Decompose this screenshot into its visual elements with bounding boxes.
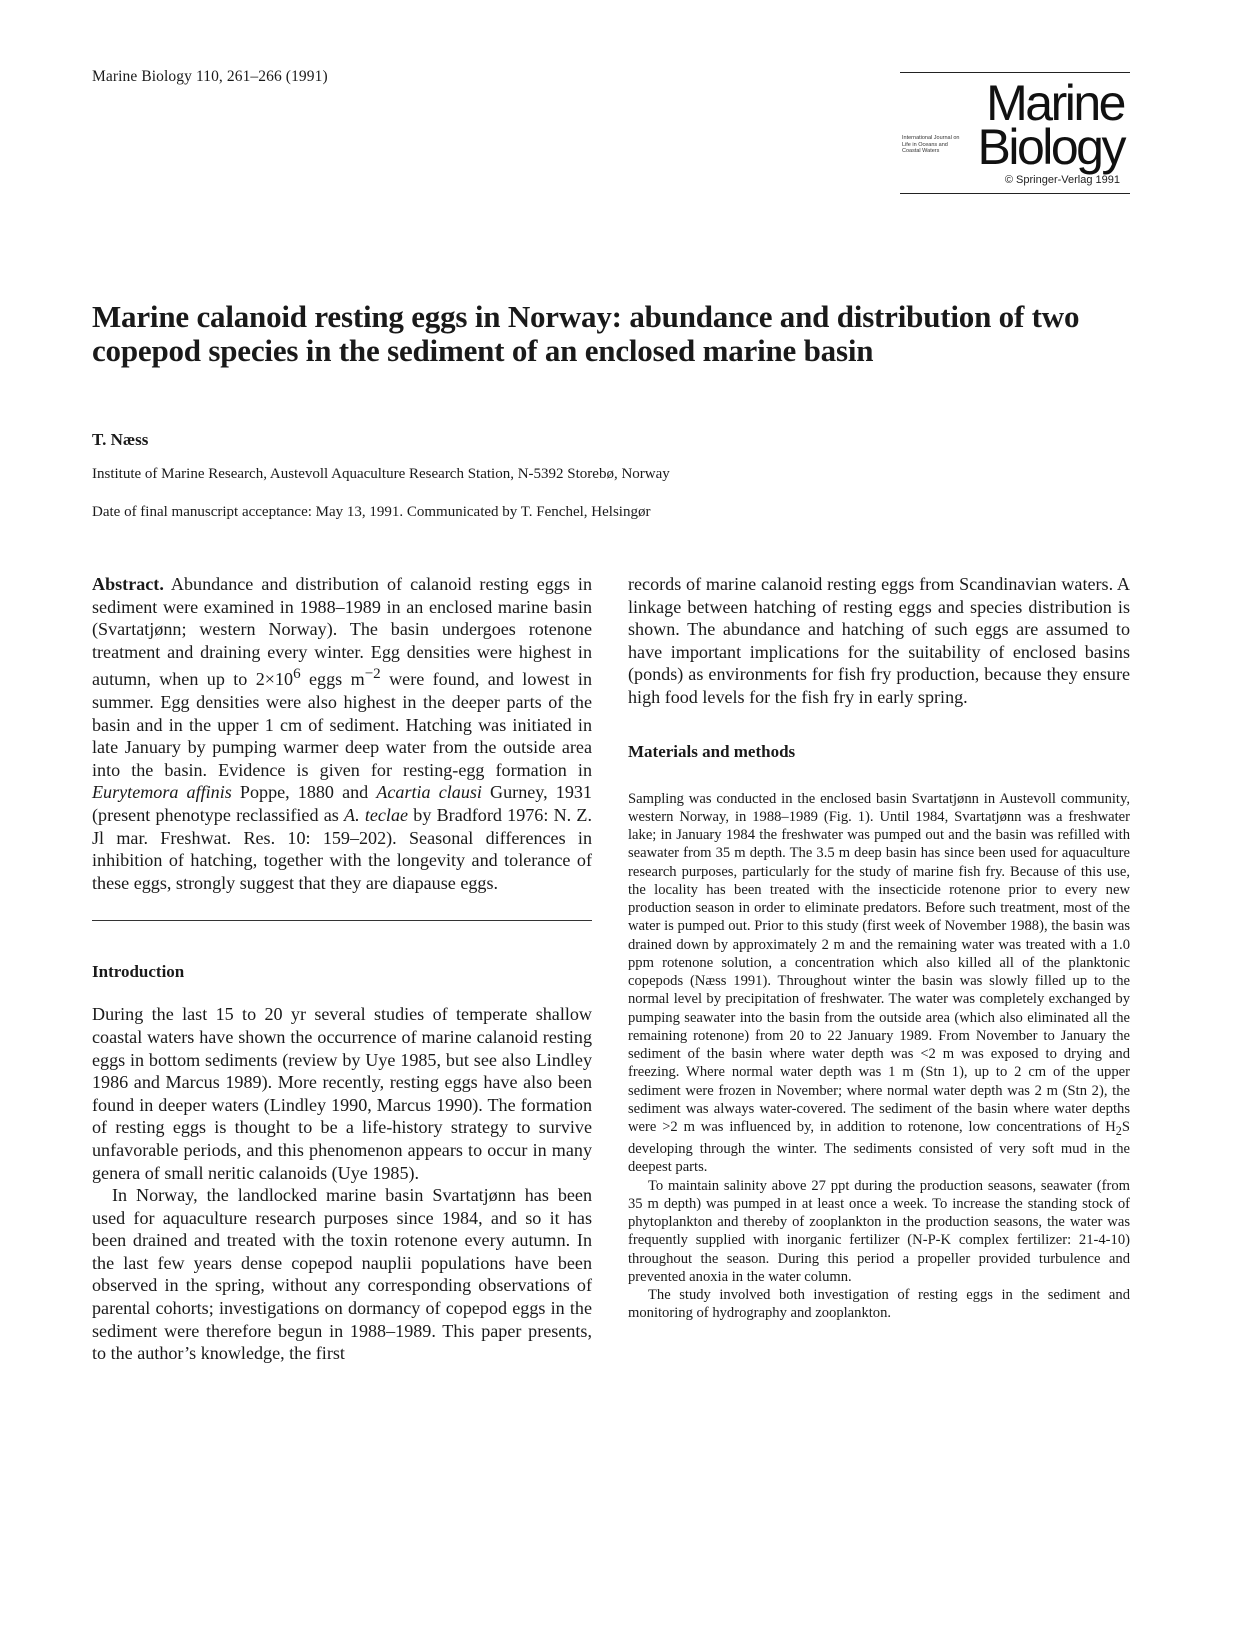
methods-paragraph: Sampling was conducted in the enclosed basin Svartatjønn in Austevoll community, western Norway, in 1988–1989 (Fig. 1). Until 1984, Svartatjønn was a freshwater lake; in January 1984 the freshwater was pumped out and the basin was refilled with seawater from 35 m depth. The 3.5 m deep basin has since been used for aquaculture research purposes, particularly for the study of marine fish fry. Because of this use, the locality has been treated with the insecticide rotenone prior to every new production season in order to eliminate predators. Before such treatment, most of the water is pumped out. Prior to this study (first week of November 1988), the basin was drained down by approximately 2 m and the remaining water was treated with a 1.0 ppm rotenone solution, a concentration which also killed all of the planktonic copepods (Næss 1991). Throughout winter the basin was slowly filled up to the normal level by precipitation of freshwater. The water was completely exchanged by pumping seawater into the basin from the outside area (which also eliminated all the remaining rotenone) from 20 to 22 January 1989. From November to January the sediment of the basin where water depth was <2 m was exposed to drying and freezing. Where normal water depth was 1 m (Stn 1), up to 2 cm of the upper sediment were frozen in November; where normal water depth was 2 m (Stn 2), the sediment was always water-covered. The sediment of the basin where water depths were >2 m was influenced by, in addition to rotenone, low concentrations of $H_2S$ developing through the winter. The sediments consisted of very soft mud in the deepest parts. (628, 790, 1130, 1176)
right-column (628, 573, 1130, 1323)
logo-tagline: International Journal on Life in Oceans and Coastal Waters (902, 135, 960, 154)
methods-heading: Materials and methods (628, 741, 796, 761)
affiliation: Institute of Marine Research, Austevoll Aquaculture Research Station, N-5392 Storebø, Norway (92, 466, 670, 482)
introduction-paragraph: During the last 15 to 20 yr several studies of temperate shallow coastal waters have shown the occurrence of marine calanoid resting eggs in bottom sediments (review by Uye 1985, but see also Lindley 1986 and Marcus 1989). More recently, resting eggs have also been found in deeper waters (Lindley 1990, Marcus 1990). The formation of resting eggs is thought to be a life-history strategy to survive unfavorable periods, and this phenomenon appears to occur in many genera of small neritic calanoids (Uye 1985). (92, 1004, 592, 1183)
species-name: Acartia clausi (376, 782, 482, 803)
methods-paragraph: The study involved both investigation of resting eggs in the sediment and monitoring of hydrography and zooplankton. (628, 1287, 1130, 1322)
section-divider (92, 920, 592, 921)
article-title: Marine calanoid resting eggs in Norway: abundance and distribution of two copepod species in the sediment of an enclosed marine basin (92, 299, 1080, 368)
left-column (92, 573, 592, 1365)
logo-word-marine: Marine (986, 75, 1124, 131)
introduction-paragraph-continued: records of marine calanoid resting eggs from Scandinavian waters. A linkage between hatching of resting eggs and species distribution is shown. The abundance and hatching of such eggs are assumed to have important implications for the suitability of enclosed basins (ponds) as environments for fish fry production, because they ensure high food levels for the fish fry in early spring. (628, 574, 1130, 707)
introduction-heading: Introduction (92, 962, 185, 982)
logo-word-biology: Biology (977, 119, 1124, 175)
species-name: Eurytemora affinis (92, 782, 232, 803)
logo-rule-top (900, 72, 1130, 73)
species-name: A. teclae (344, 804, 409, 825)
abstract: Abstract. Abundance and distribution of calanoid resting eggs in sediment were examined in 1988–1989 in an enclosed marine basin (Svartatjønn; western Norway). The basin undergoes rotenone treatment and draining every winter. Egg densities were highest in autumn, when up to $2\times 10^6$ eggs $m^{-2}$ were found, and lowest in summer. Egg densities were also highest in the deeper parts of the basin and in the upper 1 cm of sediment. Hatching was initiated in late January by pumping warmer deep water from the outside area into the basin. Evidence is given for resting-egg formation in Eurytemora affinis Poppe, 1880 and Acartia clausi Gurney, 1931 (present phenotype reclassified as A. teclae by Bradford 1976: N. Z. Jl mar. Freshwat. Res. 10: 159–202). Seasonal differences in inhibition of hatching, together with the longevity and tolerance of these eggs, strongly suggest that they are diapause eggs. (92, 574, 592, 893)
abstract-label: Abstract. (92, 574, 164, 594)
introduction-paragraph: In Norway, the landlocked marine basin Svartatjønn has been used for aquaculture research purposes since 1984, and so it has been drained and treated with the toxin rotenone every autumn. In the last few years dense copepod nauplii populations have been observed in the spring, without any corresponding observations of parental cohorts; investigations on dormancy of copepod eggs in the sediment were therefore begun in 1988–1989. This paper presents, to the author’s knowledge, the first (92, 1185, 592, 1364)
methods-paragraph: To maintain salinity above 27 ppt during the production seasons, seawater (from 35 m depth) was pumped in at least once a week. To increase the standing stock of phytoplankton and thereby of zooplankton in the production seasons, the water was frequently supplied with inorganic fertilizer (N-P-K complex fertilizer: 21-4-10) throughout the season. During this period a propeller provided turbulence and prevented anoxia in the water column. (628, 1177, 1130, 1285)
logo-rule-bottom (900, 193, 1130, 194)
received-date: Date of final manuscript acceptance: May 13, 1991. Communicated by T. Fenchel, Helsingør (92, 504, 651, 520)
author: T. Næss (92, 430, 149, 449)
citation: Marine Biology 110, 261–266 (1991) (92, 68, 328, 85)
journal-logo (900, 72, 1130, 194)
copyright: © Springer-Verlag 1991 (1004, 174, 1120, 186)
